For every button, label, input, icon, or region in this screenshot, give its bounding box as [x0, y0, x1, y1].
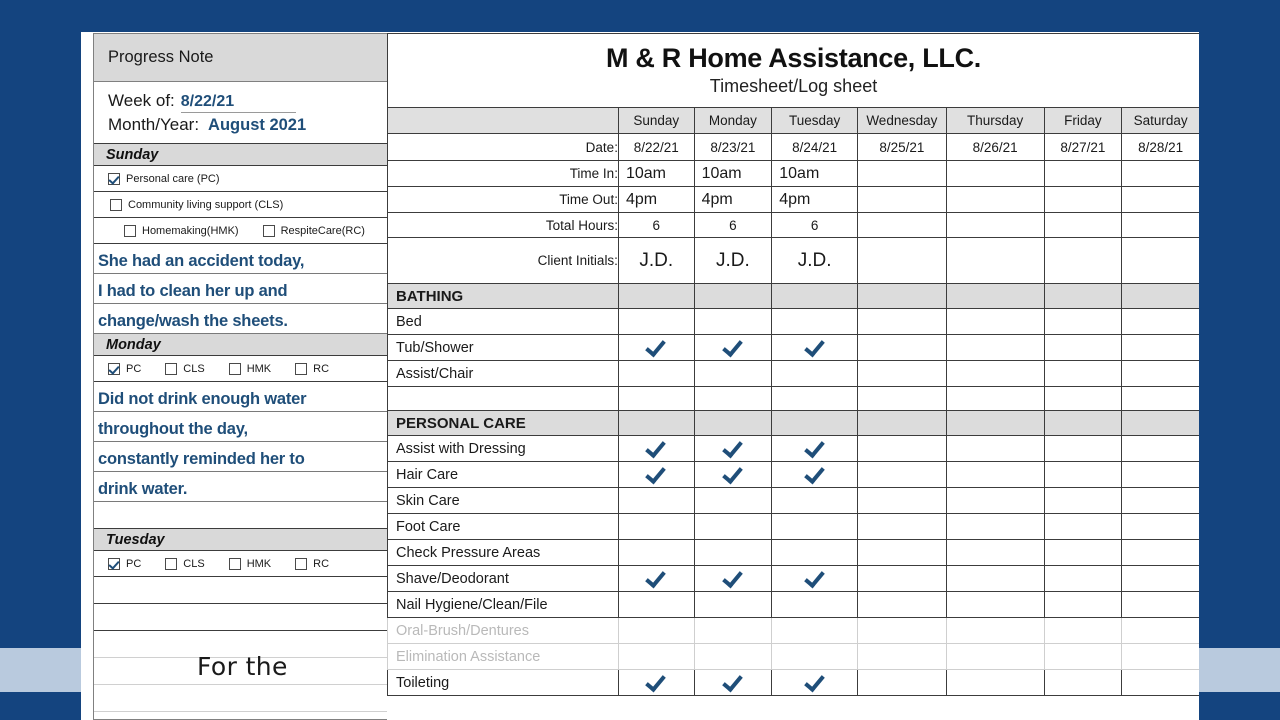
check-cell-saturday[interactable]: [1122, 488, 1199, 514]
section-cell: [1044, 284, 1122, 309]
check-cell-saturday[interactable]: [1122, 436, 1199, 462]
day-header-monday: Monday: [694, 108, 772, 134]
row-label: [388, 387, 619, 411]
checkbox-icon-unchecked[interactable]: [229, 363, 241, 375]
check-cell-thursday[interactable]: [946, 618, 1044, 644]
section-cell: [857, 284, 946, 309]
check-cell-tuesday[interactable]: [772, 514, 858, 540]
cell-time-in-tuesday[interactable]: 10am: [772, 161, 858, 187]
check-cell-thursday[interactable]: [946, 540, 1044, 566]
tuesday-checkbox-row: [94, 551, 387, 577]
check-cell-monday[interactable]: [694, 540, 772, 566]
note-line[interactable]: [94, 244, 387, 274]
checkbox-label: Personal care (PC): [126, 172, 220, 185]
check-cell-sunday[interactable]: [618, 566, 694, 592]
checkmark-icon: [723, 437, 743, 457]
cell-time-out-saturday[interactable]: [1122, 187, 1199, 213]
check-cell-sunday[interactable]: [618, 540, 694, 566]
timesheet-table: [387, 33, 1199, 696]
table-row-time-in: [388, 161, 1200, 187]
checkmark-icon: [723, 567, 743, 587]
cell-time-out-thursday[interactable]: [946, 187, 1044, 213]
check-cell-monday[interactable]: [694, 335, 772, 361]
check-cell-sunday[interactable]: [618, 488, 694, 514]
check-cell-friday[interactable]: [1044, 644, 1122, 670]
note-text: Did not drink enough water: [98, 390, 307, 408]
section-title: PERSONAL CARE: [388, 411, 619, 436]
sunday-checkbox-row-3: [94, 218, 387, 244]
table-row-toileting: [388, 670, 1200, 696]
note-line[interactable]: [94, 382, 387, 412]
check-cell-tuesday[interactable]: [772, 618, 858, 644]
checkbox-label: PC: [126, 362, 142, 375]
company-name: M & R Home Assistance, LLC.: [606, 42, 981, 73]
cell-time-out-wednesday[interactable]: [857, 187, 946, 213]
row-label: Elimination Assistance: [388, 644, 619, 670]
checkbox-icon-checked[interactable]: [108, 558, 120, 570]
check-cell-monday[interactable]: [694, 309, 772, 335]
check-cell-wednesday[interactable]: [857, 335, 946, 361]
note-line[interactable]: [94, 442, 387, 472]
cell-initials-wednesday[interactable]: [857, 238, 946, 284]
check-cell-wednesday[interactable]: [857, 436, 946, 462]
table-row-nail-hygiene: [388, 592, 1200, 618]
section-cell: [946, 411, 1044, 436]
check-cell-saturday[interactable]: [1122, 644, 1199, 670]
note-line[interactable]: [94, 274, 387, 304]
section-cell: [694, 284, 772, 309]
cell-total-hours-monday[interactable]: 6: [694, 213, 772, 238]
check-cell-monday[interactable]: [694, 514, 772, 540]
note-text: change/wash the sheets.: [98, 312, 288, 330]
check-cell-friday[interactable]: [1044, 566, 1122, 592]
check-cell-friday[interactable]: [1044, 488, 1122, 514]
check-cell-saturday[interactable]: [1122, 592, 1199, 618]
day-header-thursday: Thursday: [946, 108, 1044, 134]
check-cell-sunday[interactable]: [618, 462, 694, 488]
cell-date-thursday[interactable]: 8/26/21: [946, 134, 1044, 161]
cell-time-in-friday[interactable]: [1044, 161, 1122, 187]
table-row-foot-care: [388, 514, 1200, 540]
check-cell-thursday[interactable]: [946, 514, 1044, 540]
checkmark-icon: [805, 437, 825, 457]
check-cell-saturday[interactable]: [1122, 309, 1199, 335]
table-row-total-hours: [388, 213, 1200, 238]
panel-filler: [94, 712, 387, 719]
row-label: Oral-Brush/Dentures: [388, 618, 619, 644]
check-cell-tuesday[interactable]: [772, 387, 858, 411]
check-cell-sunday[interactable]: [618, 309, 694, 335]
check-cell-tuesday[interactable]: [772, 670, 858, 696]
check-cell-wednesday[interactable]: [857, 361, 946, 387]
note-text: I had to clean her up and: [98, 282, 288, 300]
checkmark-icon: [723, 336, 743, 356]
cell-time-out-sunday[interactable]: 4pm: [618, 187, 694, 213]
table-row-oral-brush-dentures: [388, 618, 1200, 644]
row-label: Date:: [388, 134, 619, 161]
check-cell-tuesday[interactable]: [772, 488, 858, 514]
check-cell-tuesday[interactable]: [772, 644, 858, 670]
note-text: constantly reminded her to: [98, 450, 305, 468]
check-cell-thursday[interactable]: [946, 335, 1044, 361]
checkmark-icon: [646, 336, 666, 356]
checkbox-item-cls[interactable]: [165, 363, 204, 375]
section-title: BATHING: [388, 284, 619, 309]
checkbox-label: RC: [313, 557, 330, 570]
checkbox-label: CLS: [183, 362, 205, 375]
cell-time-in-wednesday[interactable]: [857, 161, 946, 187]
check-cell-wednesday[interactable]: [857, 309, 946, 335]
check-cell-friday[interactable]: [1044, 540, 1122, 566]
checkmark-icon: [646, 463, 666, 483]
month-year-label: Month/Year:: [108, 115, 200, 134]
checkbox-label: PC: [126, 557, 142, 570]
check-cell-sunday[interactable]: [618, 514, 694, 540]
check-cell-thursday[interactable]: [946, 387, 1044, 411]
cell-initials-sunday[interactable]: J.D.: [618, 238, 694, 284]
day-header-sunday: Sunday: [618, 108, 694, 134]
day-header-row: [388, 108, 1200, 134]
row-label: Time In:: [388, 161, 619, 187]
check-cell-monday[interactable]: [694, 488, 772, 514]
check-cell-sunday[interactable]: [618, 335, 694, 361]
timesheet-table-panel: [387, 33, 1199, 720]
check-cell-friday[interactable]: [1044, 670, 1122, 696]
monday-checkbox-row: [94, 356, 387, 382]
check-cell-tuesday[interactable]: [772, 335, 858, 361]
week-of-field: [108, 91, 387, 113]
section-cell: [1044, 411, 1122, 436]
cell-date-monday[interactable]: 8/23/21: [694, 134, 772, 161]
check-cell-saturday[interactable]: [1122, 335, 1199, 361]
check-cell-monday[interactable]: [694, 618, 772, 644]
table-row-hair-care: [388, 462, 1200, 488]
check-cell-friday[interactable]: [1044, 309, 1122, 335]
table-row-tub-shower: [388, 335, 1200, 361]
check-cell-wednesday[interactable]: [857, 566, 946, 592]
check-cell-monday[interactable]: [694, 387, 772, 411]
checkbox-label: CLS: [183, 557, 205, 570]
checkbox-item-pc[interactable]: [108, 558, 141, 570]
cell-time-out-monday[interactable]: 4pm: [694, 187, 772, 213]
sunday-checkbox-row-1: [94, 166, 387, 192]
check-cell-friday[interactable]: [1044, 361, 1122, 387]
check-cell-friday[interactable]: [1044, 514, 1122, 540]
section-cell: [1122, 284, 1199, 309]
table-row-check-pressure-areas: [388, 540, 1200, 566]
row-label: Nail Hygiene/Clean/File: [388, 592, 619, 618]
cell-total-hours-sunday[interactable]: 6: [618, 213, 694, 238]
table-row-skin-care: [388, 488, 1200, 514]
checkbox-label: Homemaking(HMK): [142, 224, 239, 237]
cell-date-friday[interactable]: 8/27/21: [1044, 134, 1122, 161]
day-header-saturday: Saturday: [1122, 108, 1199, 134]
check-cell-saturday[interactable]: [1122, 514, 1199, 540]
check-cell-friday[interactable]: [1044, 335, 1122, 361]
check-cell-thursday[interactable]: [946, 644, 1044, 670]
cell-time-in-thursday[interactable]: [946, 161, 1044, 187]
check-cell-thursday[interactable]: [946, 592, 1044, 618]
cell-time-in-saturday[interactable]: [1122, 161, 1199, 187]
section-cell: [618, 284, 694, 309]
cell-initials-friday[interactable]: [1044, 238, 1122, 284]
sunday-checkbox-row-2: [94, 192, 387, 218]
table-row-shave-deodorant: [388, 566, 1200, 592]
day-header-blank: [388, 108, 619, 134]
overlay-caption: For the: [197, 652, 288, 681]
checkbox-item-community-living-support[interactable]: [110, 199, 283, 211]
section-header-personal-care: [388, 411, 1200, 436]
cell-time-out-friday[interactable]: [1044, 187, 1122, 213]
note-line-empty[interactable]: [94, 502, 387, 529]
check-cell-tuesday[interactable]: [772, 361, 858, 387]
cell-date-tuesday[interactable]: 8/24/21: [772, 134, 858, 161]
month-year-value[interactable]: August 2021: [208, 116, 307, 134]
check-cell-saturday[interactable]: [1122, 670, 1199, 696]
check-cell-sunday[interactable]: [618, 387, 694, 411]
check-cell-monday[interactable]: [694, 644, 772, 670]
check-cell-saturday[interactable]: [1122, 387, 1199, 411]
checkmark-icon: [723, 671, 743, 691]
checkbox-label: RespiteCare(RC): [280, 224, 365, 237]
checkbox-label: HMK: [246, 557, 272, 570]
cell-total-hours-thursday[interactable]: [946, 213, 1044, 238]
check-cell-monday[interactable]: [694, 566, 772, 592]
checkbox-icon-unchecked[interactable]: [165, 558, 177, 570]
note-line[interactable]: [94, 412, 387, 442]
check-cell-saturday[interactable]: [1122, 361, 1199, 387]
note-line-empty[interactable]: [94, 577, 387, 604]
week-of-label: Week of:: [108, 91, 175, 110]
cell-time-out-tuesday[interactable]: 4pm: [772, 187, 858, 213]
checkmark-icon: [805, 567, 825, 587]
check-cell-sunday[interactable]: [618, 592, 694, 618]
cell-initials-thursday[interactable]: [946, 238, 1044, 284]
check-cell-thursday[interactable]: [946, 462, 1044, 488]
check-cell-monday[interactable]: [694, 361, 772, 387]
note-line[interactable]: [94, 472, 387, 502]
section-cell: [857, 411, 946, 436]
note-line-empty[interactable]: [94, 604, 387, 631]
row-label: Toileting: [388, 670, 619, 696]
checkbox-icon-unchecked[interactable]: [263, 225, 275, 237]
checkbox-item-rc[interactable]: [295, 558, 329, 570]
section-cell: [772, 411, 858, 436]
document-header: [388, 34, 1200, 108]
check-cell-tuesday[interactable]: [772, 309, 858, 335]
checkbox-icon-unchecked[interactable]: [295, 363, 307, 375]
check-cell-thursday[interactable]: [946, 309, 1044, 335]
checkbox-icon-unchecked[interactable]: [295, 558, 307, 570]
check-cell-monday[interactable]: [694, 462, 772, 488]
section-cell: [772, 284, 858, 309]
checkbox-label: Community living support (CLS): [128, 198, 284, 211]
check-cell-thursday[interactable]: [946, 670, 1044, 696]
check-cell-sunday[interactable]: [618, 436, 694, 462]
cell-total-hours-saturday[interactable]: [1122, 213, 1199, 238]
document-subtitle: Timesheet/Log sheet: [709, 76, 878, 97]
check-cell-tuesday[interactable]: [772, 462, 858, 488]
checkbox-label: HMK: [246, 362, 272, 375]
day-header-monday: Monday: [94, 334, 387, 356]
cell-time-in-sunday[interactable]: 10am: [618, 161, 694, 187]
check-cell-wednesday[interactable]: [857, 462, 946, 488]
day-header-tuesday: Tuesday: [94, 529, 387, 551]
timesheet-document: [93, 33, 1199, 720]
section-cell: [694, 411, 772, 436]
check-cell-wednesday[interactable]: [857, 488, 946, 514]
check-cell-sunday[interactable]: [618, 644, 694, 670]
cell-date-saturday[interactable]: 8/28/21: [1122, 134, 1199, 161]
row-label: Assist/Chair: [388, 361, 619, 387]
progress-note-panel: [93, 33, 387, 720]
day-header-friday: Friday: [1044, 108, 1122, 134]
checkbox-icon-unchecked[interactable]: [165, 363, 177, 375]
check-cell-friday[interactable]: [1044, 387, 1122, 411]
row-label: Assist with Dressing: [388, 436, 619, 462]
check-cell-saturday[interactable]: [1122, 566, 1199, 592]
cell-time-in-monday[interactable]: 10am: [694, 161, 772, 187]
checkbox-item-personal-care[interactable]: [108, 173, 220, 185]
checkmark-icon: [646, 437, 666, 457]
check-cell-thursday[interactable]: [946, 488, 1044, 514]
day-header-sunday: Sunday: [94, 144, 387, 166]
checkbox-item-hmk[interactable]: [229, 363, 271, 375]
section-cell: [1122, 411, 1199, 436]
check-cell-thursday[interactable]: [946, 361, 1044, 387]
checkbox-icon-unchecked[interactable]: [124, 225, 136, 237]
row-label: Bed: [388, 309, 619, 335]
note-line-empty[interactable]: [94, 685, 387, 712]
cell-total-hours-friday[interactable]: [1044, 213, 1122, 238]
cell-initials-tuesday[interactable]: J.D.: [772, 238, 858, 284]
checkbox-item-respite-care[interactable]: [263, 225, 365, 237]
check-cell-sunday[interactable]: [618, 618, 694, 644]
section-header-bathing: [388, 284, 1200, 309]
check-cell-monday[interactable]: [694, 436, 772, 462]
checkmark-icon: [646, 567, 666, 587]
checkmark-icon: [805, 336, 825, 356]
check-cell-wednesday[interactable]: [857, 387, 946, 411]
row-label: Skin Care: [388, 488, 619, 514]
check-cell-sunday[interactable]: [618, 361, 694, 387]
check-cell-wednesday[interactable]: [857, 540, 946, 566]
table-title-row: [388, 34, 1200, 108]
row-label: Hair Care: [388, 462, 619, 488]
progress-note-title: Progress Note: [94, 34, 387, 82]
table-row-date: [388, 134, 1200, 161]
checkbox-item-rc[interactable]: [295, 363, 329, 375]
check-cell-wednesday[interactable]: [857, 618, 946, 644]
checkbox-item-pc[interactable]: [108, 363, 141, 375]
checkmark-icon: [805, 671, 825, 691]
row-label: Foot Care: [388, 514, 619, 540]
table-row-time-out: [388, 187, 1200, 213]
check-cell-wednesday[interactable]: [857, 644, 946, 670]
check-cell-saturday[interactable]: [1122, 618, 1199, 644]
row-label: Tub/Shower: [388, 335, 619, 361]
checkbox-item-hmk[interactable]: [229, 558, 271, 570]
month-year-field: [108, 115, 387, 136]
note-text: She had an accident today,: [98, 252, 305, 270]
check-cell-friday[interactable]: [1044, 436, 1122, 462]
table-row-bed: [388, 309, 1200, 335]
table-row-assist-chair: [388, 361, 1200, 387]
section-cell: [946, 284, 1044, 309]
check-cell-friday[interactable]: [1044, 592, 1122, 618]
row-label: Check Pressure Areas: [388, 540, 619, 566]
note-line[interactable]: [94, 304, 387, 334]
check-cell-wednesday[interactable]: [857, 670, 946, 696]
check-cell-monday[interactable]: [694, 592, 772, 618]
row-label: Shave/Deodorant: [388, 566, 619, 592]
checkbox-label: RC: [313, 362, 330, 375]
table-row-client-initials: [388, 238, 1200, 284]
check-cell-thursday[interactable]: [946, 566, 1044, 592]
cell-date-sunday[interactable]: 8/22/21: [618, 134, 694, 161]
check-cell-tuesday[interactable]: [772, 436, 858, 462]
section-cell: [618, 411, 694, 436]
progress-note-fields: [94, 82, 387, 144]
row-label: Client Initials:: [388, 238, 619, 284]
check-cell-monday[interactable]: [694, 670, 772, 696]
checkbox-icon-unchecked[interactable]: [229, 558, 241, 570]
check-cell-tuesday[interactable]: [772, 592, 858, 618]
check-cell-saturday[interactable]: [1122, 462, 1199, 488]
note-text: drink water.: [98, 480, 188, 498]
document-sheet: [81, 32, 1199, 720]
day-header-tuesday: Tuesday: [772, 108, 858, 134]
row-label: Total Hours:: [388, 213, 619, 238]
table-row-assist-with-dressing: [388, 436, 1200, 462]
week-of-value[interactable]: 8/22/21: [181, 93, 296, 113]
cell-date-wednesday[interactable]: 8/25/21: [857, 134, 946, 161]
check-cell-friday[interactable]: [1044, 618, 1122, 644]
check-cell-wednesday[interactable]: [857, 514, 946, 540]
cell-total-hours-tuesday[interactable]: 6: [772, 213, 858, 238]
check-cell-saturday[interactable]: [1122, 540, 1199, 566]
checkbox-icon-unchecked[interactable]: [110, 199, 122, 211]
cell-initials-saturday[interactable]: [1122, 238, 1199, 284]
checkmark-icon: [805, 463, 825, 483]
checkbox-icon-checked[interactable]: [108, 363, 120, 375]
day-header-wednesday: Wednesday: [857, 108, 946, 134]
checkmark-icon: [646, 671, 666, 691]
checkbox-item-homemaking[interactable]: [124, 225, 239, 237]
check-cell-thursday[interactable]: [946, 436, 1044, 462]
check-cell-friday[interactable]: [1044, 462, 1122, 488]
check-cell-sunday[interactable]: [618, 670, 694, 696]
check-cell-tuesday[interactable]: [772, 566, 858, 592]
check-cell-wednesday[interactable]: [857, 592, 946, 618]
cell-total-hours-wednesday[interactable]: [857, 213, 946, 238]
note-text: throughout the day,: [98, 420, 248, 438]
row-label: Time Out:: [388, 187, 619, 213]
checkbox-item-cls[interactable]: [165, 558, 204, 570]
table-row-elimination-assistance: [388, 644, 1200, 670]
checkbox-icon-checked[interactable]: [108, 173, 120, 185]
checkmark-icon: [723, 463, 743, 483]
table-row-blank: [388, 387, 1200, 411]
cell-initials-monday[interactable]: J.D.: [694, 238, 772, 284]
check-cell-tuesday[interactable]: [772, 540, 858, 566]
